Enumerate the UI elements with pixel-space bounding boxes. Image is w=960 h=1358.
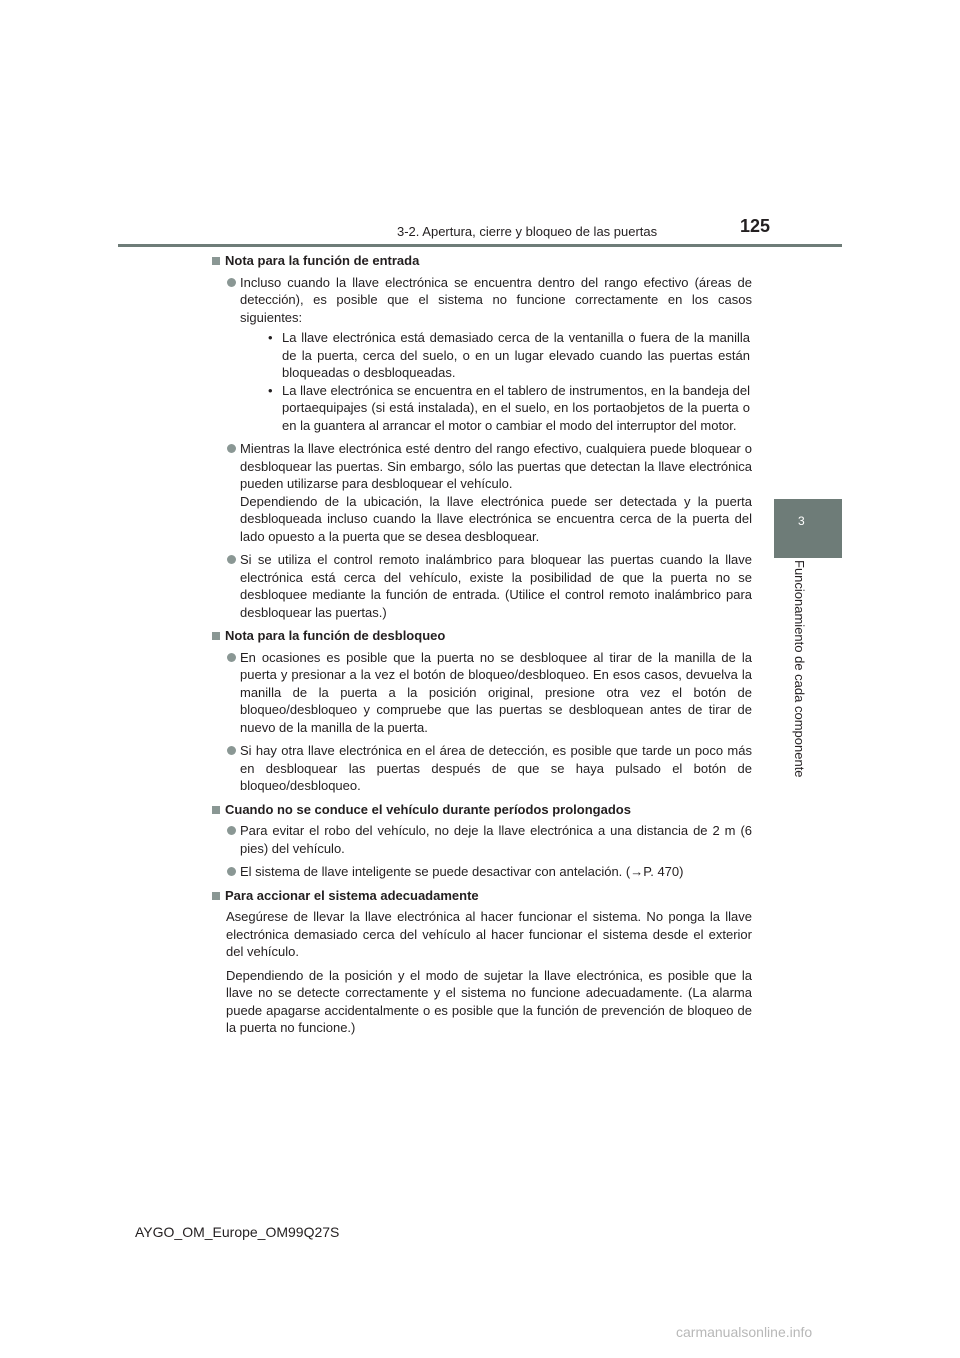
- bullet-text: Si se utiliza el control remoto inalámbrico para bloquear las puertas cuando la llave electrónica está cerca del vehículo, existe la posibilidad de que la puerta no se desbloquee mediante la función de entrada. (Utilice el control remoto inalámbrico para desbloquear las puertas.): [240, 552, 752, 620]
- bullet-text-continued: Dependiendo de la ubicación, la llave electrónica puede ser detectada y la puerta desbloqueada incluso cuando la llave electrónica se encuentra cerca de la puerta del lado opuesto a la puerta que se desea desbloquear.: [240, 493, 752, 544]
- bullet-item: [226, 742, 752, 795]
- bullet-text: El sistema de llave inteligente se puede desactivar con antelación. (→P. 470): [240, 864, 684, 879]
- chapter-number: 3: [798, 514, 805, 528]
- section-title: 3-2. Apertura, cierre y bloqueo de las puertas: [397, 224, 658, 239]
- sub-item: • La llave electrónica está demasiado cerca de la ventanilla o fuera de la manilla de la puerta, cerca del suelo, o en un lugar elevado cuando las puertas están bloqueadas o desbloqueadas.: [268, 329, 750, 382]
- header-divider: [118, 244, 842, 247]
- bullet-text: Si hay otra llave electrónica en el área de detección, es posible que tarde un poco más en desbloquear las puertas después de que se haya pulsado el botón de bloqueo/desbloqueo.: [240, 743, 752, 793]
- bullet-text: En ocasiones es posible que la puerta no se desbloquee al tirar de la manilla de la puerta y presionar a la vez el botón de bloqueo/desbloqueo. En esos casos, devuelva la manilla de la puerta a la posición original, presione otra vez el botón de bloqueo/desbloqueo y compruebe que las puertas se desbloquean antes de tirar de nuevo de la manilla de la puerta.: [240, 649, 752, 735]
- document-code: AYGO_OM_Europe_OM99Q27S: [135, 1224, 340, 1240]
- page-number: 125: [740, 216, 771, 236]
- bullet-item: [226, 551, 752, 621]
- bullet-item: [226, 649, 752, 737]
- bullet-item: [226, 822, 752, 857]
- paragraph: Asegúrese de llevar la llave electrónica al hacer funcionar el sistema. No ponga la llave electrónica demasiado cerca del vehículo al hacer funcionar el sistema desde el exterior del vehículo.: [226, 909, 752, 959]
- section-heading: Nota para la función de entrada: [212, 252, 752, 270]
- section-heading: Cuando no se conduce el vehículo durante períodos prolongados: [212, 801, 752, 819]
- watermark: carmanualsonline.info: [676, 1324, 813, 1340]
- bullet-text: Para evitar el robo del vehículo, no deje la llave electrónica a una distancia de 2 m (6 pies) del vehículo.: [240, 823, 752, 856]
- bullet-text: Mientras la llave electrónica esté dentro del rango efectivo, cualquiera puede bloquear o desbloquear las puertas. Sin embargo, sólo las puertas que detectan la llave electrónica pueden utilizarse para desbloquear el vehículo.: [240, 441, 752, 491]
- section-heading: Nota para la función de desbloqueo: [212, 627, 752, 645]
- chapter-label: Funcionamiento de cada componente: [792, 560, 807, 778]
- sub-list: [240, 329, 752, 434]
- chapter-tab: [774, 499, 842, 558]
- bullet-item: [226, 863, 752, 881]
- bullet-item: [226, 274, 752, 435]
- page-content: [212, 252, 752, 1043]
- bullet-text: Incluso cuando la llave electrónica se encuentra dentro del rango efectivo (áreas de detección), es posible que el sistema no funcione correctamente en los casos siguientes:: [240, 274, 752, 325]
- bullet-item: [226, 440, 752, 545]
- section-heading: Para accionar el sistema adecuadamente: [212, 887, 752, 905]
- paragraph: Dependiendo de la posición y el modo de sujetar la llave electrónica, es posible que la llave no se detecte correctamente y el sistema no funcione adecuadamente. (La alarma puede apagarse accidentalmente o es posible que la función de prevención de bloqueo de la puerta no funcione.): [226, 967, 752, 1035]
- sub-item: • La llave electrónica se encuentra en el tablero de instrumentos, en la bandeja del portaequipajes (si está instalada), en el suelo, en los portaobjetos de la puerta o en la guantera al arrancar el motor o cambiar el modo del interruptor del motor.: [268, 382, 750, 435]
